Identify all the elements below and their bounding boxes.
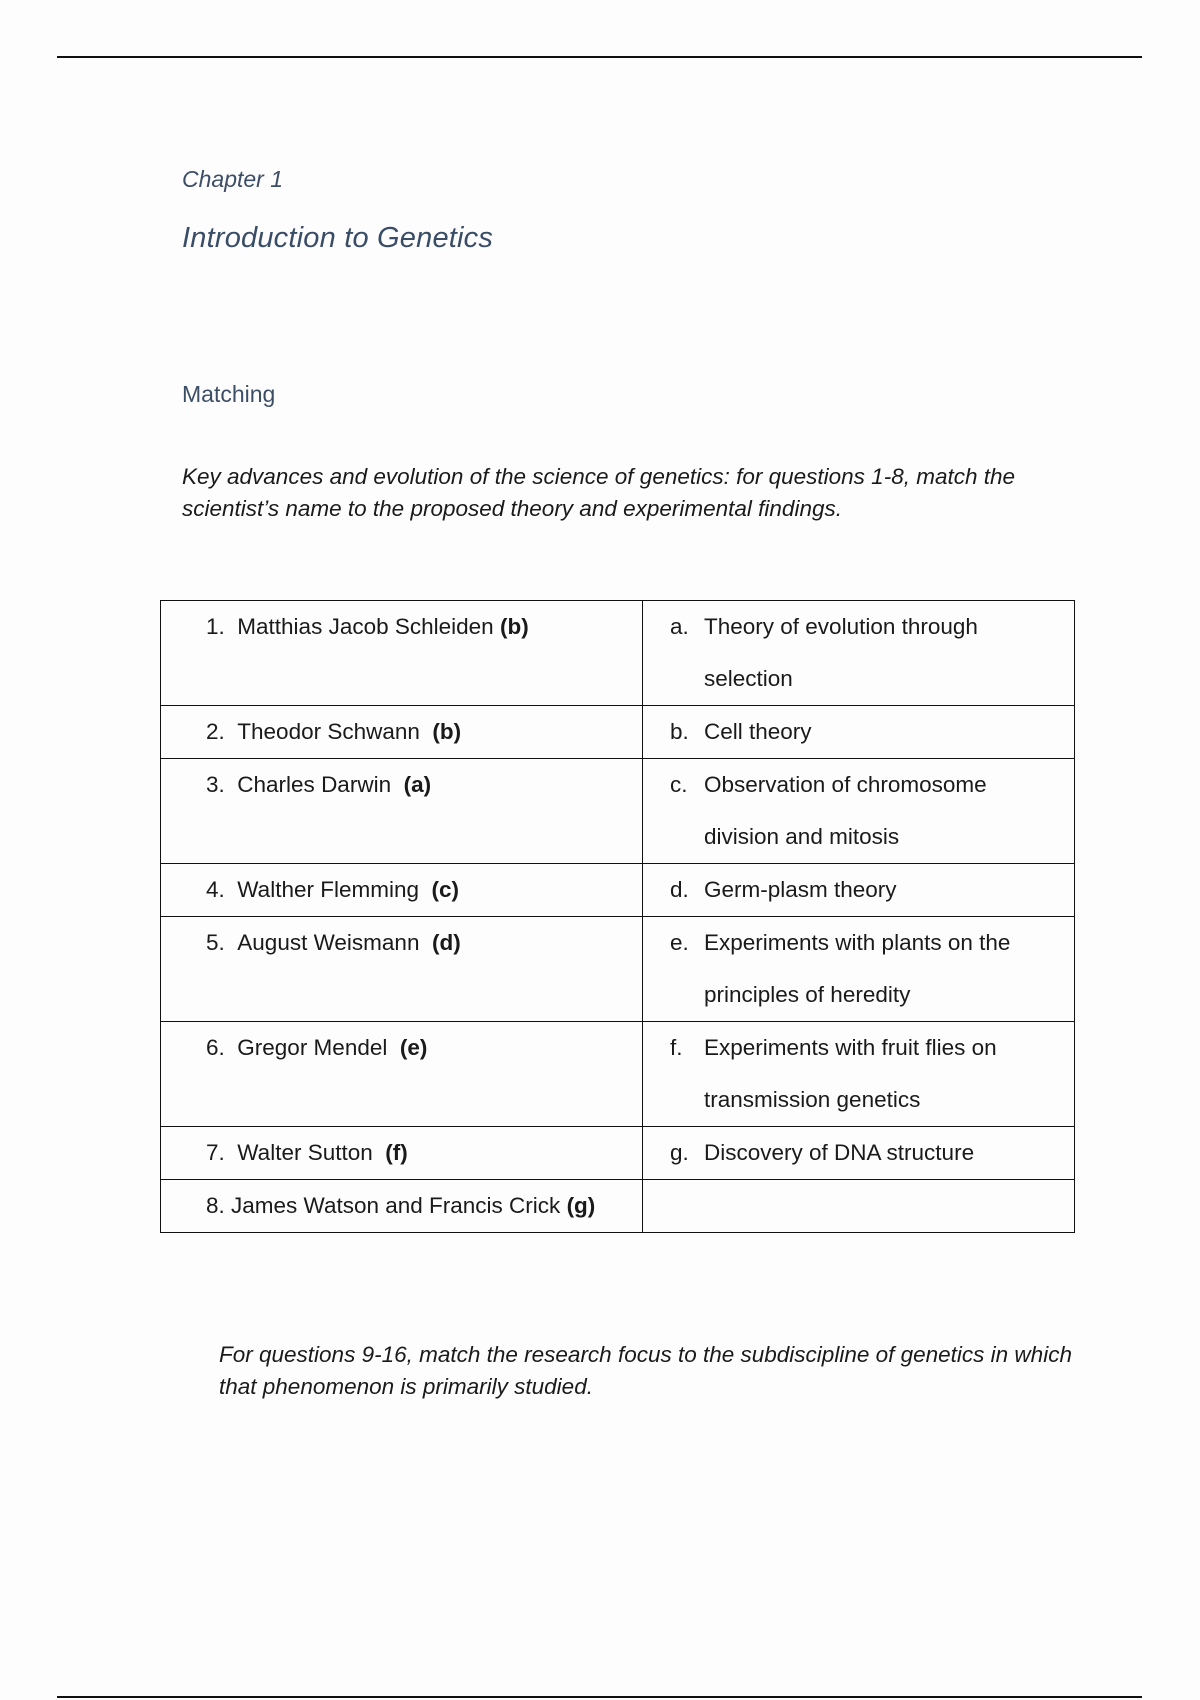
theory-cell (643, 706, 1075, 759)
scientist-cell (161, 759, 643, 864)
item-number: 6. (206, 1035, 225, 1060)
item-number: 4. (206, 877, 225, 902)
theory-cell (643, 1022, 1075, 1127)
item-number: 7. (206, 1140, 225, 1165)
section-heading: Matching (182, 381, 276, 407)
theory-text-line2: principles of heredity (704, 982, 911, 1007)
instructions-part1: Key advances and evolution of the science of genetics: for questions 1-8, match the scientist’s name to the proposed theory and experimental findings. (182, 464, 1016, 521)
answer-letter: (a) (403, 772, 432, 797)
theory-text-line2: selection (704, 666, 793, 691)
top-rule (57, 56, 1142, 58)
scientist-name: Walther Flemming (237, 877, 419, 902)
table-row (161, 917, 1075, 1022)
option-letter: c. (670, 772, 688, 797)
scientist-cell (161, 864, 643, 917)
instructions-part2: For questions 9-16, match the research focus to the subdiscipline of genetics in which that phenomenon is primarily studied. (219, 1342, 1072, 1399)
theory-text-line1: Cell theory (704, 719, 812, 744)
answer-letter: (b) (499, 614, 529, 639)
theory-cell (643, 864, 1075, 917)
item-number: 8. (206, 1193, 225, 1218)
item-number: 1. (206, 614, 225, 639)
scientist-name: Walter Sutton (237, 1140, 373, 1165)
scientist-cell (161, 1127, 643, 1180)
scientist-name: Gregor Mendel (237, 1035, 388, 1060)
option-letter: b. (670, 719, 689, 744)
chapter-title: Introduction to Genetics (182, 222, 494, 254)
scientist-name: August Weismann (237, 930, 420, 955)
theory-text-line1: Experiments with fruit flies on (704, 1035, 997, 1060)
table-row (161, 1127, 1075, 1180)
theory-text-line1: Discovery of DNA structure (704, 1140, 975, 1165)
answer-letter: (b) (432, 719, 462, 744)
scientist-name: Theodor Schwann (237, 719, 420, 744)
table-row (161, 1022, 1075, 1127)
answer-letter: (f) (385, 1140, 408, 1165)
matching-table (160, 600, 1075, 1233)
theory-text-line1: Observation of chromosome (704, 772, 987, 797)
scientist-name: James Watson and Francis Crick (231, 1193, 561, 1218)
chapter-label: Chapter 1 (182, 166, 284, 192)
theory-cell (643, 1127, 1075, 1180)
theory-cell (643, 1180, 1075, 1233)
option-letter: e. (670, 930, 689, 955)
option-letter: g. (670, 1140, 689, 1165)
item-number: 5. (206, 930, 225, 955)
scientist-cell (161, 917, 643, 1022)
item-number: 3. (206, 772, 225, 797)
scientist-cell (161, 1180, 643, 1233)
scientist-cell (161, 706, 643, 759)
table-row (161, 759, 1075, 864)
table-row (161, 1180, 1075, 1233)
theory-cell (643, 917, 1075, 1022)
scientist-name: Charles Darwin (237, 772, 392, 797)
item-number: 2. (206, 719, 225, 744)
theory-text-line1: Germ-plasm theory (704, 877, 897, 902)
table-row (161, 601, 1075, 706)
option-letter: d. (670, 877, 689, 902)
answer-letter: (g) (566, 1193, 596, 1218)
answer-letter: (e) (399, 1035, 428, 1060)
option-letter: f. (670, 1035, 683, 1060)
theory-text-line1: Experiments with plants on the (704, 930, 1011, 955)
theory-text-line2: transmission genetics (704, 1087, 921, 1112)
scientist-cell (161, 1022, 643, 1127)
theory-text-line1: Theory of evolution through (704, 614, 978, 639)
table-row (161, 706, 1075, 759)
table-row (161, 864, 1075, 917)
theory-cell (643, 601, 1075, 706)
bottom-rule (57, 1696, 1142, 1698)
scientist-name: Matthias Jacob Schleiden (237, 614, 494, 639)
theory-text-line2: division and mitosis (704, 824, 900, 849)
answer-letter: (c) (431, 877, 459, 902)
option-letter: a. (670, 614, 689, 639)
answer-letter: (d) (431, 930, 461, 955)
scientist-cell (161, 601, 643, 706)
theory-cell (643, 759, 1075, 864)
